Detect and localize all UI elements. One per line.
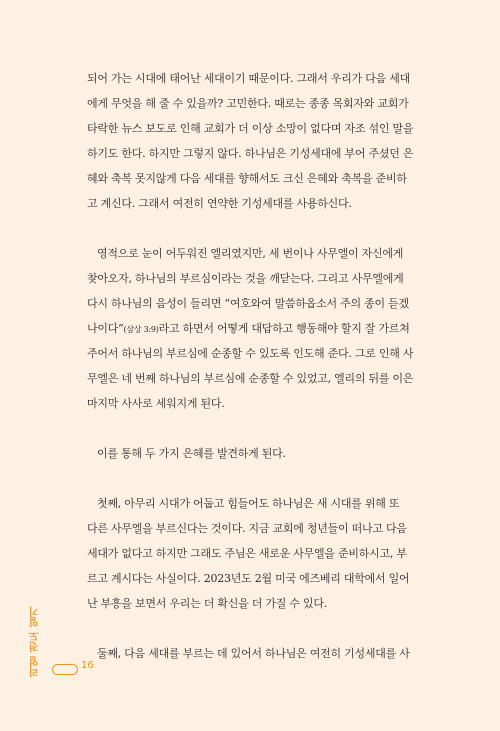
- paragraph-gap: [87, 416, 419, 441]
- text-line: 난 부흥을 보면서 우리는 더 확신을 더 가질 수 있다.: [87, 597, 327, 610]
- text-line: 둘째, 다음 세대를 부르는 데 있어서 하나님은 여전히 기성세대를 사: [97, 647, 410, 660]
- text-line: 에게 무엇을 해 줄 수 있을까? 고민한다. 때로는 종종 목회자와 교회가: [87, 97, 409, 110]
- text-line: 영적으로 눈이 어두워진 엘리였지만, 세 번이나 사무엘이 자신에게: [97, 247, 404, 260]
- text-line: 다른 사무엘을 부르신다는 것이다. 지금 교회에 청년들이 떠나고 다음: [87, 522, 407, 535]
- text-line: 다시 하나님의 음성이 들리면 “여호와여 말씀하옵소서 주의 종이 듣겠: [87, 297, 409, 310]
- text-span: 라고 하면서 어떻게 대답하고 행동해야 할지 잘 가르쳐: [158, 322, 410, 335]
- text-line: 이를 통해 두 가지 은혜를 발견하게 된다.: [97, 447, 286, 460]
- paragraph-gap: [87, 216, 419, 241]
- text-line: 마지막 사사로 세워지게 된다.: [87, 397, 225, 410]
- text-line: 혜와 축복 못지않게 다음 세대를 향해서도 크신 은혜와 축복을 준비하: [87, 172, 407, 185]
- text-line: 되어 가는 시대에 태어난 세대이기 때문이다. 그래서 우리가 다음 세대: [87, 72, 410, 85]
- page-ornament: [52, 664, 78, 675]
- text-line: 주어서 하나님의 부르심에 순종할 수 있도록 인도해 준다. 그로 인해 사: [87, 347, 414, 360]
- text-line: 무엘은 네 번째 하나님의 부르심에 순종할 수 있었고, 엘리의 뒤를 이은: [87, 372, 414, 385]
- text-line: 첫째, 아무리 시대가 어둡고 힘들어도 하나님은 새 시대를 위해 또: [97, 497, 400, 510]
- page-number: 16: [81, 660, 94, 671]
- text-line: 타락한 뉴스 보도로 인해 교회가 더 이상 소망이 없다며 자조 섞인 말을: [87, 122, 414, 135]
- bible-reference: (삼상 3:9): [123, 325, 159, 334]
- paragraph-gap: [87, 466, 419, 491]
- text-line: 세대가 없다고 하지만 그래도 주님은 새로운 사무엘을 준비하시고, 부: [87, 547, 407, 560]
- text-line-with-reference: [87, 316, 419, 341]
- text-line: 찾아오자, 하나님의 부르심이라는 것을 깨닫는다. 그리고 사무엘에게: [87, 272, 404, 285]
- body-text: [87, 66, 419, 666]
- text-line: 하기도 한다. 하지만 그렇지 않다. 하나님은 기성세대에 부어 주셨던 은: [87, 147, 414, 160]
- text-span: 나이다”: [87, 322, 124, 335]
- book-title-side: 리얼 전도 일기: [30, 606, 41, 677]
- text-line: 르고 계시다는 사실이다. 2023년도 2월 미국 에즈베리 대학에서 일어: [87, 572, 410, 585]
- text-line: 고 계신다. 그래서 여전히 연약한 기성세대를 사용하신다.: [87, 197, 352, 210]
- paragraph-gap: [87, 616, 419, 641]
